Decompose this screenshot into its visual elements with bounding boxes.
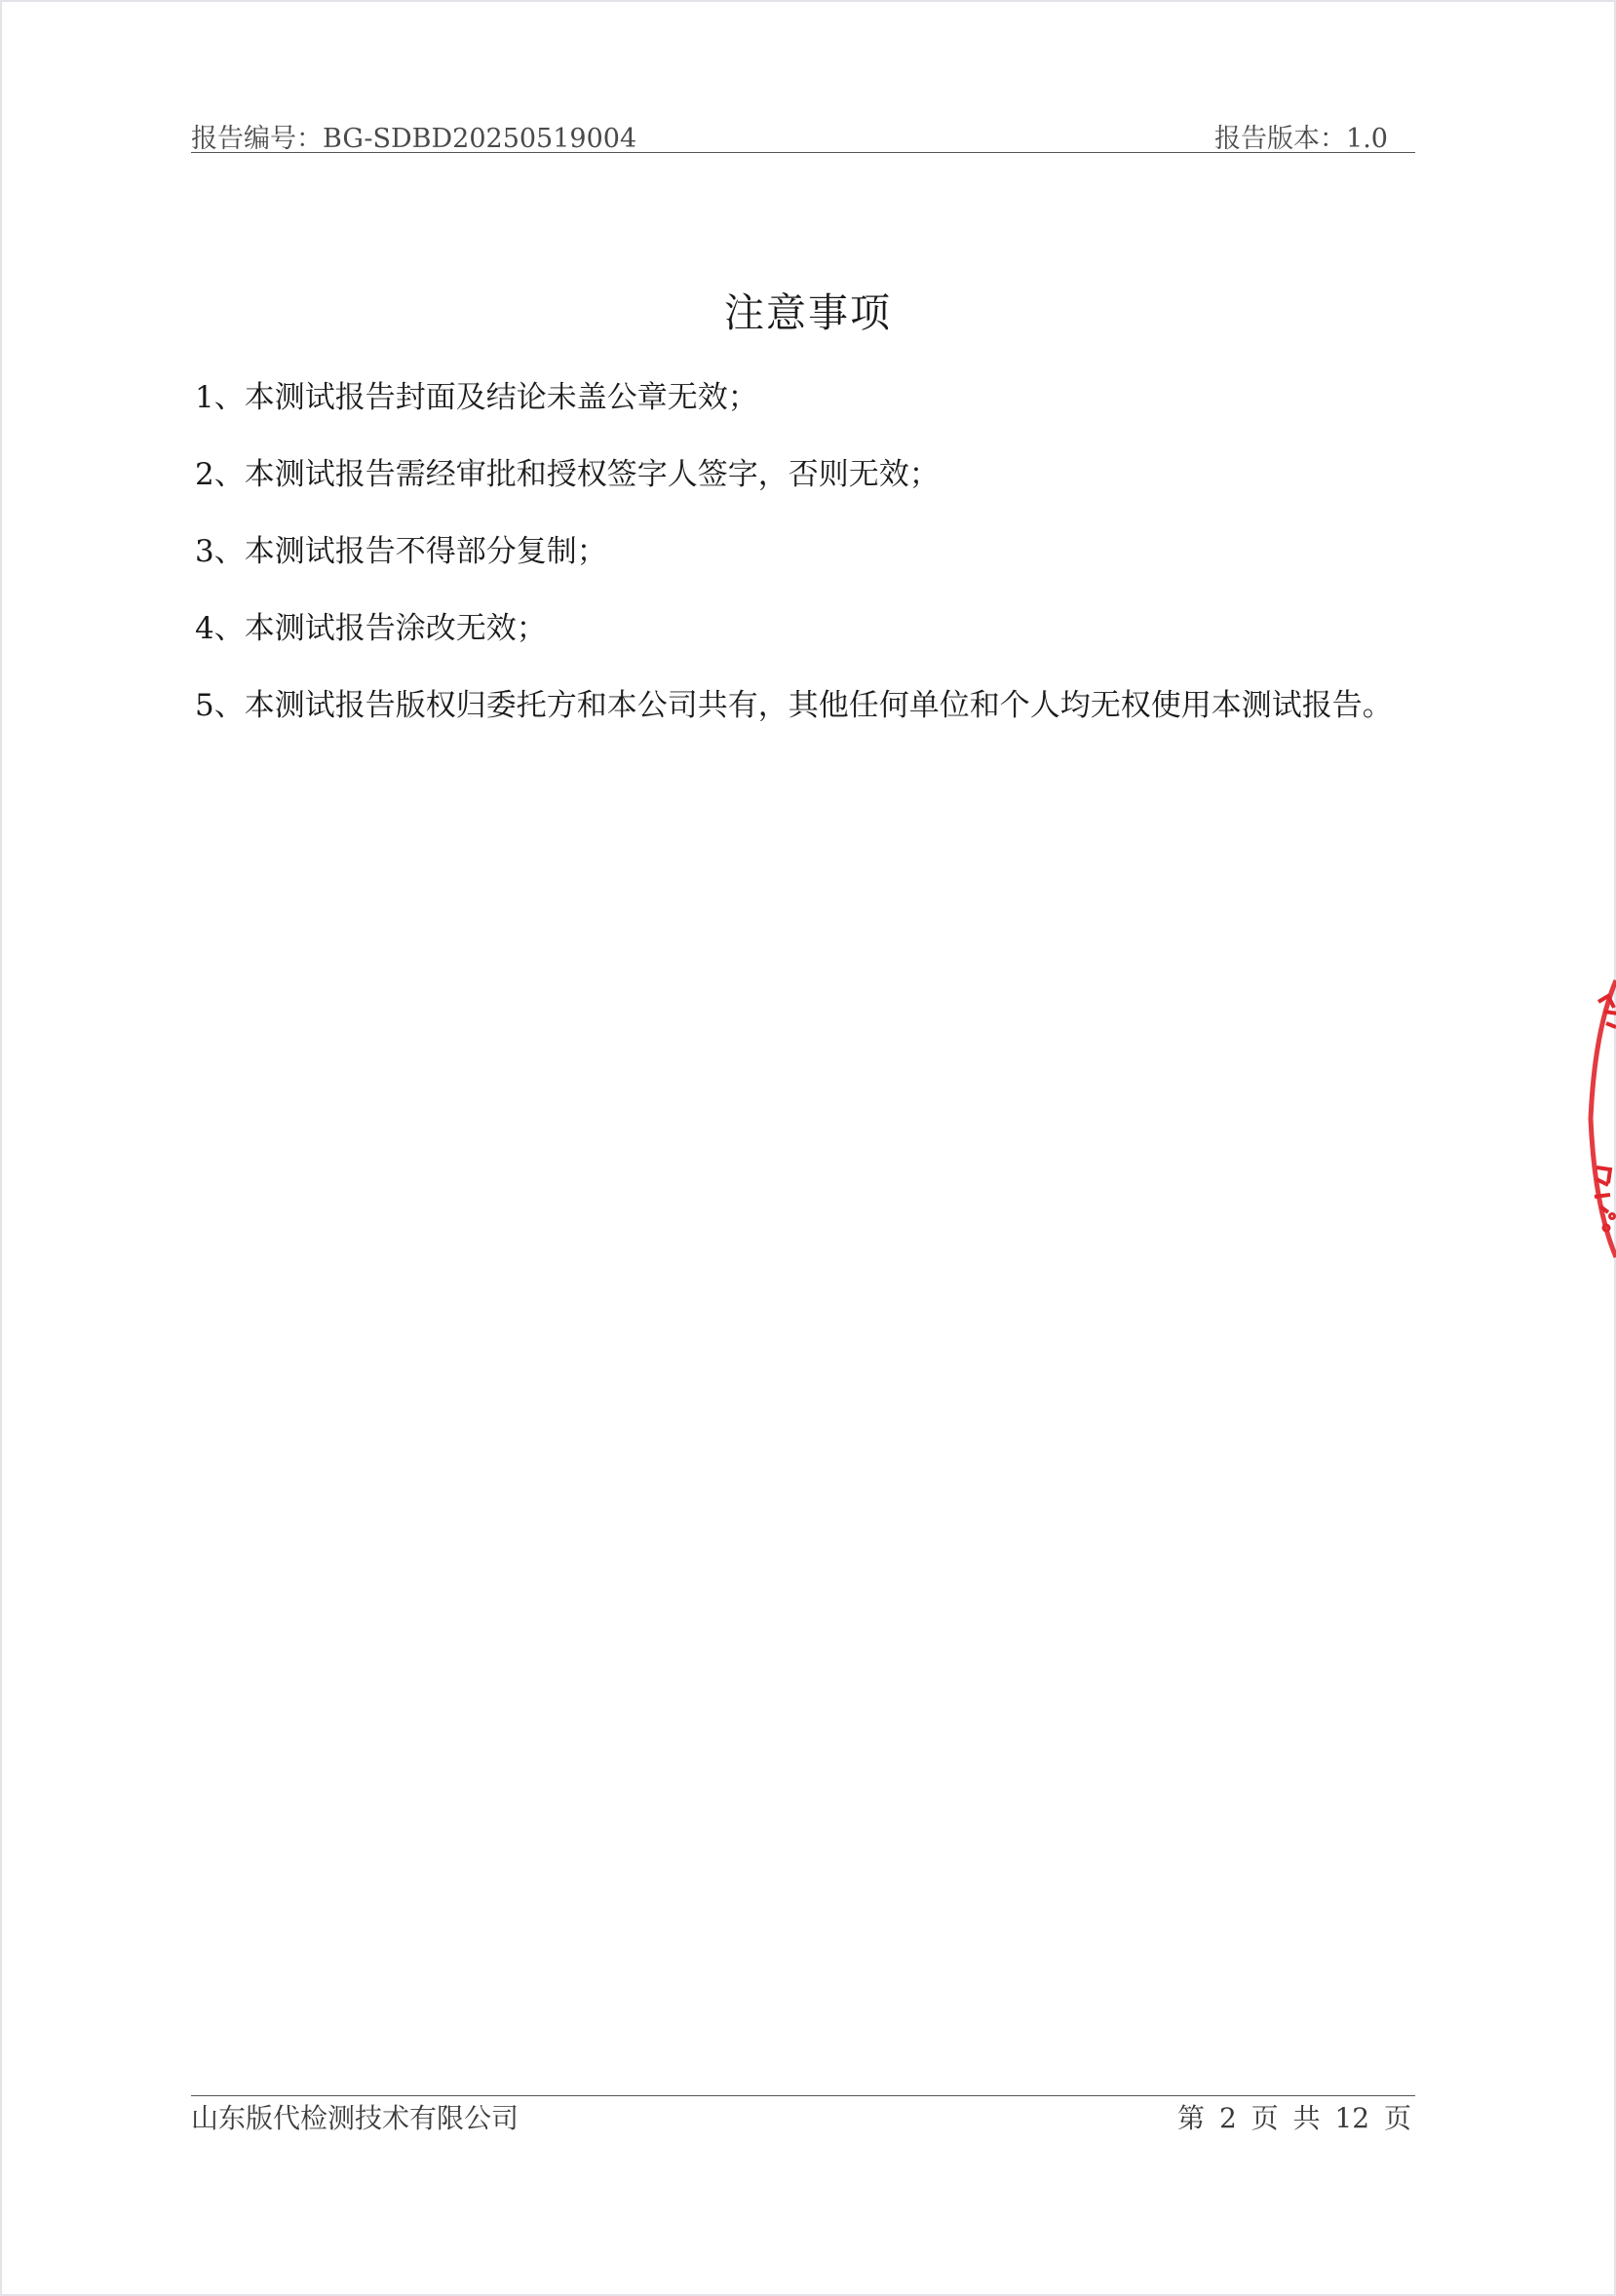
company-name: 山东版代检测技术有限公司 [191, 2102, 519, 2134]
notice-item: 4、本测试报告涂改无效； [195, 611, 547, 646]
notice-item: 3、本测试报告不得部分复制； [195, 534, 607, 569]
report-number: 报告编号：BG-SDBD20250519004 [191, 124, 637, 154]
page-footer [191, 2095, 1415, 2134]
notice-item: 2、本测试报告需经审批和授权签字人签字，否则无效； [195, 457, 940, 492]
page-title: 注意事项 [724, 289, 892, 336]
notice-list [195, 378, 1411, 763]
page-number: 第 2 页 共 12 页 [1177, 2102, 1411, 2134]
page-header [191, 117, 1415, 152]
seal-stamp-icon [1577, 973, 1616, 1265]
notice-item: 5、本测试报告版权归委托方和本公司共有，其他任何单位和个人均无权使用本测试报告。 [195, 688, 1393, 723]
report-version: 报告版本：1.0 [1214, 124, 1388, 154]
header-divider [191, 152, 1415, 153]
notice-item: 1、本测试报告封面及结论未盖公章无效； [195, 380, 758, 415]
